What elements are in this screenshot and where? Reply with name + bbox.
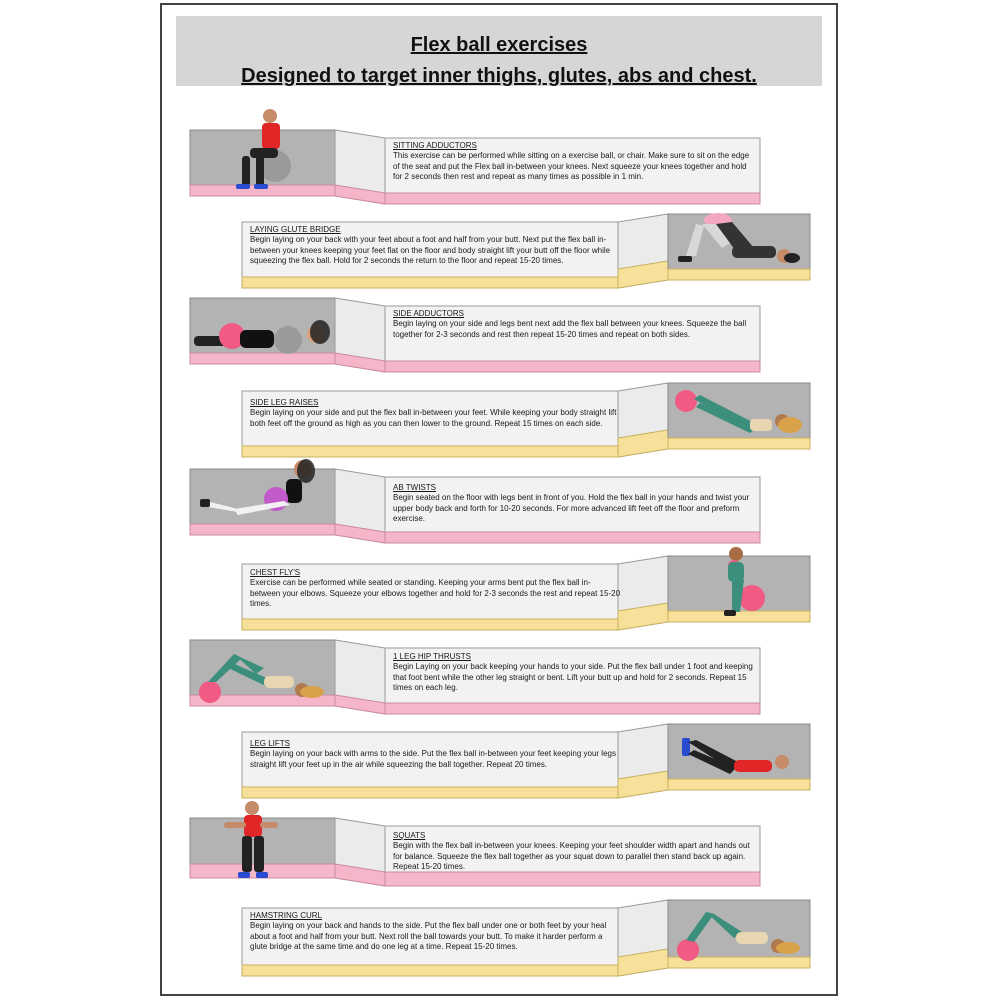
exercise-description [250, 225, 620, 267]
person-sitting-on-ball-icon [230, 106, 300, 194]
exercise-title: SIDE ADDUCTORS [393, 309, 464, 318]
exercise-description [393, 141, 755, 183]
exercise-text: Begin laying on your back and hands to the side. Put the flex ball under one or both feet by your heal about a foot and half from your butt. Next roll the ball towards your butt. To make it harder perform a glute bridge at the same time and do one leg at a time. Repeat 15-20 times. [250, 921, 607, 952]
exercise-title: HAMSTRING CURL [250, 911, 323, 920]
exercise-title: LEG LIFTS [250, 739, 291, 748]
exercise-description [393, 831, 755, 873]
exercise-title: SQUATS [393, 831, 426, 840]
person-ab-twist-icon [198, 457, 318, 523]
exercise-title: 1 LEG HIP THRUSTS [393, 652, 471, 661]
exercise-text: Begin with the flex ball in-between your knees. Keeping your feet shoulder width apart and hands out for balance. Squeeze the flex ball together as your squat down to parallel then stand back up again. Repeat 15-20 times. [393, 841, 750, 872]
exercise-description [250, 568, 620, 610]
exercise-text: Begin laying on your side and put the flex ball in-between your feet. While keeping your body straight lift both feet off the ground as high as you can then lower to the ground. Repeat 15 times on each side. [250, 408, 617, 428]
person-hamstring-curl-icon [672, 904, 806, 964]
exercise-text: Begin seated on the floor with legs bent in front of you. Hold the flex ball in your hands and twist your upper body back and forth for 10-20 seconds. For more advanced lift feet off the floor and preform exercise. [393, 493, 750, 524]
person-leg-lift-icon [678, 732, 800, 778]
person-side-leg-raise-icon [670, 385, 808, 439]
person-squat-icon [224, 800, 280, 884]
exercise-title: AB TWISTS [393, 483, 436, 492]
person-hip-thrust-icon [194, 646, 328, 706]
exercise-row-sitting-adductors [190, 100, 762, 206]
exercise-title: LAYING GLUTE BRIDGE [250, 225, 341, 234]
exercise-text: Begin laying on your side and legs bent next add the flex ball between your knees. Squeeze the ball together for 2-3 seconds and rest then repeat 15-20 times and repeat on both sides. [393, 319, 747, 339]
exercise-description [393, 483, 755, 525]
exercise-title: SIDE LEG RAISES [250, 398, 319, 407]
exercise-text: Begin Laying on your back keeping your hands to your side. Put the flex ball under 1 foot and keeping that foot bent while the other leg straight or bent. Lift your butt up and hold for 2 seconds. Repeat 15 times on each leg. [393, 662, 753, 693]
exercise-row-side-adductors [190, 296, 762, 376]
exercise-text: This exercise can be performed while sitting on a exercise ball, or chair. Make sure to sit on the edge of the seat and put the Flex ball in-between your knees. Next squeeze your knees together and hold for 2 seconds then rest and repeat as many times as possible in 1 min. [393, 151, 750, 182]
person-side-lying-icon [192, 310, 332, 358]
exercise-description [250, 911, 620, 953]
exercise-text: Begin laying on your back with arms to the side. Put the flex ball in-between your feet keeping your legs straight lift your feet up in the air while squeezing the ball together. Repeat 20 times. [250, 749, 616, 769]
exercise-row-leg-lifts [240, 722, 812, 800]
exercise-title: SITTING ADDUCTORS [393, 141, 477, 150]
poster-header [176, 16, 822, 86]
exercise-description [393, 309, 755, 340]
exercise-row-chest-flys [240, 546, 812, 632]
exercise-row-laying-glute-bridge [240, 212, 812, 290]
exercise-row-ab-twists [190, 457, 762, 547]
exercise-row-hamstring-curl [240, 898, 812, 978]
poster-subtitle: Designed to target inner thighs, glutes, abs and chest. [241, 65, 757, 87]
person-chest-fly-icon [710, 546, 770, 620]
exercise-description [393, 652, 755, 694]
exercise-description [250, 739, 620, 770]
poster-title: Flex ball exercises [410, 34, 588, 56]
exercise-description [250, 398, 620, 429]
exercise-row-1-leg-hip-thrusts [190, 636, 762, 718]
exercise-row-squats [190, 798, 762, 888]
exercise-text: Exercise can be performed while seated or standing. Keeping your arms bent put the flex ball in-between your elbows. Squeeze your elbows together and hold for 2-3 seconds the rest and repeat 15-20 times. [250, 578, 621, 609]
exercise-text: Begin laying on your back with your feet about a foot and half from your butt. Next put the flex ball in-between your knees keeping your feet flat on the floor and body straight lift your butt off the floor while squeezing the flex ball. Hold for 2 seconds the return to the floor and repeat 15-20 times. [250, 235, 611, 266]
exercise-row-side-leg-raises [240, 381, 812, 459]
exercise-title: CHEST FLY'S [250, 568, 301, 577]
person-glute-bridge-icon [672, 212, 806, 270]
